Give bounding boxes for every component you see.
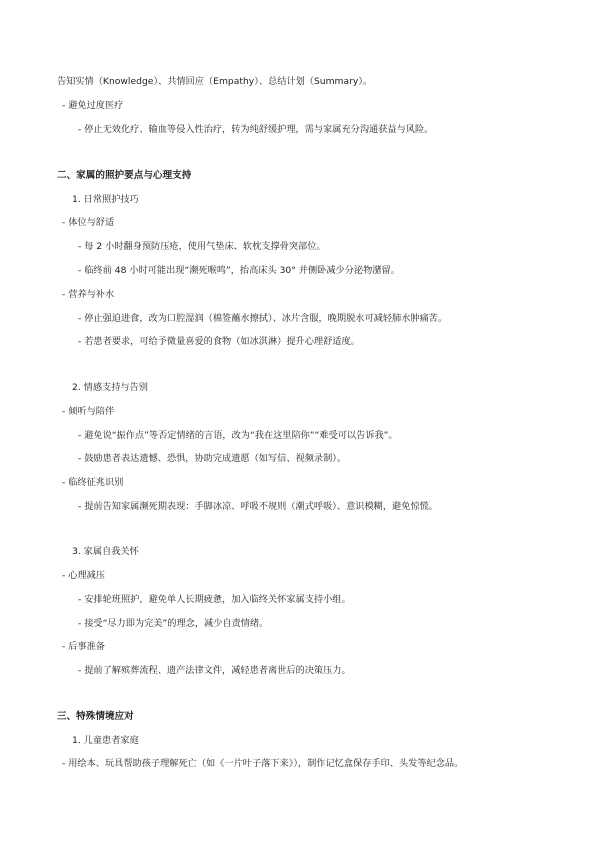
bullet-turning-pressure-sores: - 每 2 小时翻身预防压疮，使用气垫床、软枕支撑骨突部位。 [78, 241, 326, 252]
bullet-inform-dying-signs: - 提前告知家属濒死期表现：手脚冰凉、呼吸不规则（潮式呼吸）、意识模糊，避免惊慌。 [78, 501, 438, 512]
bullet-position-comfort: - 体位与舒适 [62, 217, 115, 228]
paragraph-skes-summary: 告知实情（Knowledge）、共情回应（Empathy）、总结计划（Summary）。 [57, 76, 373, 87]
bullet-avoid-overtreatment: - 避免过度医疗 [62, 100, 124, 111]
bullet-understand-funeral-process: - 提前了解殡葬流程、遗产法律文件，减轻患者离世后的决策压力。 [78, 665, 351, 676]
bullet-avoid-negating-words: - 避免说“振作点”等否定情绪的言语，改为“我在这里陪你”“难受可以告诉我”。 [78, 430, 398, 441]
bullet-picture-books-memory-box: - 用绘本、玩具帮助孩子理解死亡（如《一片叶子落下来》），制作记忆盒保存手印、头发等纪念品。 [62, 758, 464, 769]
bullet-stop-forced-feeding: - 停止强迫进食，改为口腔湿润（棉签蘸水擦拭）、冰片含服，晚期脱水可减轻肺水肿痛苦。 [78, 313, 448, 324]
bullet-favorite-food: - 若患者要求，可给予微量喜爱的食物（如冰淇淋）提升心理舒适度。 [78, 336, 360, 347]
subheading-family-self-care: 3. 家属自我关怀 [72, 546, 139, 557]
bullet-stress-relief: - 心理减压 [62, 570, 105, 581]
bullet-stop-invasive-treatment: - 停止无效化疗、输血等侵入性治疗，转为纯舒缓护理，需与家属充分沟通获益与风险。 [78, 124, 434, 135]
bullet-shift-care: - 安排轮班照护，避免单人长期疲惫，加入临终关怀家属支持小组。 [78, 594, 351, 605]
bullet-listen-accompany: - 倾听与陪伴 [62, 406, 115, 417]
bullet-funeral-preparation: - 后事准备 [62, 641, 105, 652]
bullet-dying-signs: - 临终征兆识别 [62, 477, 124, 488]
bullet-accept-best-effort: - 接受“尽力即为完美”的理念，减少自责情绪。 [78, 618, 269, 629]
bullet-death-rattle: - 临终前 48 小时可能出现“濒死喉鸣”，抬高床头 30° 并侧卧减少分泌物潴留。 [78, 265, 400, 276]
bullet-nutrition-hydration: - 营养与补水 [62, 289, 115, 300]
subheading-child-patient-family: 1. 儿童患者家庭 [72, 735, 139, 746]
section-heading-family-care: 二、家属的照护要点与心理支持 [57, 170, 192, 181]
subheading-daily-care-skills: 1. 日常照护技巧 [72, 194, 139, 205]
bullet-encourage-expression: - 鼓励患者表达遗憾、恐惧，协助完成遗愿（如写信、视频录制）。 [78, 453, 347, 464]
subheading-emotional-support: 2. 情感支持与告别 [72, 382, 148, 393]
section-heading-special-situations: 三、特殊情境应对 [57, 711, 134, 722]
